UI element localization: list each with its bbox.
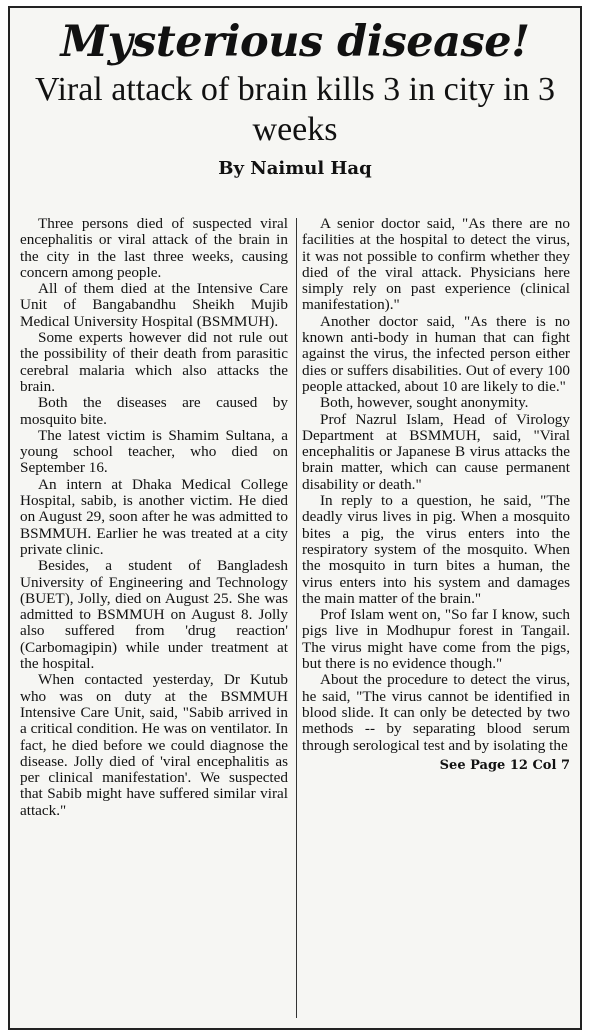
byline: By Naimul Haq [218, 158, 372, 179]
right-column [302, 216, 570, 819]
article-body [20, 216, 570, 819]
paragraph: Both the diseases are caused by mosquito bite. [20, 394, 288, 428]
left-column [20, 216, 288, 819]
paragraph: An intern at Dhaka Medical College Hospital, sabib, is another victim. He died on August 29, soon after he was admitted to BSMMUH. Earlier he was treated at a city private clinic. [20, 475, 288, 558]
newspaper-clipping [8, 6, 582, 1030]
paragraph: In reply to a question, he said, "The deadly virus lives in pig. When a mosquito bites a pig, the virus enters into the respiratory system of the mosquito. When the mosquito in turn bites a human, the virus enters into his system and damages the main matter of the brain." [302, 492, 570, 607]
paragraph: Both, however, sought anonymity. [320, 394, 529, 412]
paragraph: All of them died at the Intensive Care Unit of Bangabandhu Sheikh Mujib Medical University Hospital (BSMMUH). [20, 280, 288, 330]
column-rule [296, 218, 297, 1018]
paragraph: The latest victim is Shamim Sultana, a young school teacher, who died on September 16. [20, 426, 288, 477]
paragraph: Besides, a student of Bangladesh University of Engineering and Technology (BUET), Jolly, died on August 25. She was admitted to BSMMUH on August 8. Jolly also suffered from 'drug reaction' (Carbomagipin) while under treatment at the hospital. [20, 557, 288, 673]
paragraph: When contacted yesterday, Dr Kutub who was on duty at the BSMMUH Intensive Care Unit, said, "Sabib arrived in a critical condition. He was on ventilator. In fact, he died before we could diagnose the disease. Jolly died of 'viral encephalitis as per clinical manifestation'. We suspected that Sabib might have suffered similar viral attack." [20, 671, 288, 819]
paragraph: Prof Nazrul Islam, Head of Virology Department at BSMMUH, said, "Viral encephalitis or Japanese B virus attacks the brain matter, which can cause permanent disability or death." [302, 410, 570, 493]
headline: Mysterious disease! [60, 17, 530, 67]
subheadline: Viral attack of brain kills 3 in city in 3 weeks [34, 71, 556, 148]
paragraph: Three persons died of suspected viral encephalitis or viral attack of the brain in the city in the last three weeks, causing concern among people. [20, 215, 288, 281]
paragraph: Some experts however did not rule out the possibility of their death from parasitic cerebral malaria which also attacks the brain. [20, 329, 288, 395]
paragraph: A senior doctor said, "As there are no facilities at the hospital to detect the virus, it was not possible to confirm whether they died of the viral attack. Physicians here simply rely on past experience (clinical manifestation)." [302, 215, 570, 314]
paragraph: Another doctor said, "As there is no known anti-body in human that can fight against the virus, the infected person either dies or suffers disabilities. Out of every 100 people attacked, about 10 are likely to die." [302, 312, 570, 395]
paragraph: About the procedure to detect the virus, he said, "The virus cannot be identified in blood slide. It can only be detected by two methods -- by separating blood serum through serological test and by isolating the [302, 671, 570, 754]
continuation-note: See Page 12 Col 7 [439, 757, 570, 773]
paragraph: Prof Islam went on, "So far I know, such pigs live in Modhupur forest in Tangail. The virus might have come from the pigs, but there is no evidence though." [302, 606, 570, 673]
